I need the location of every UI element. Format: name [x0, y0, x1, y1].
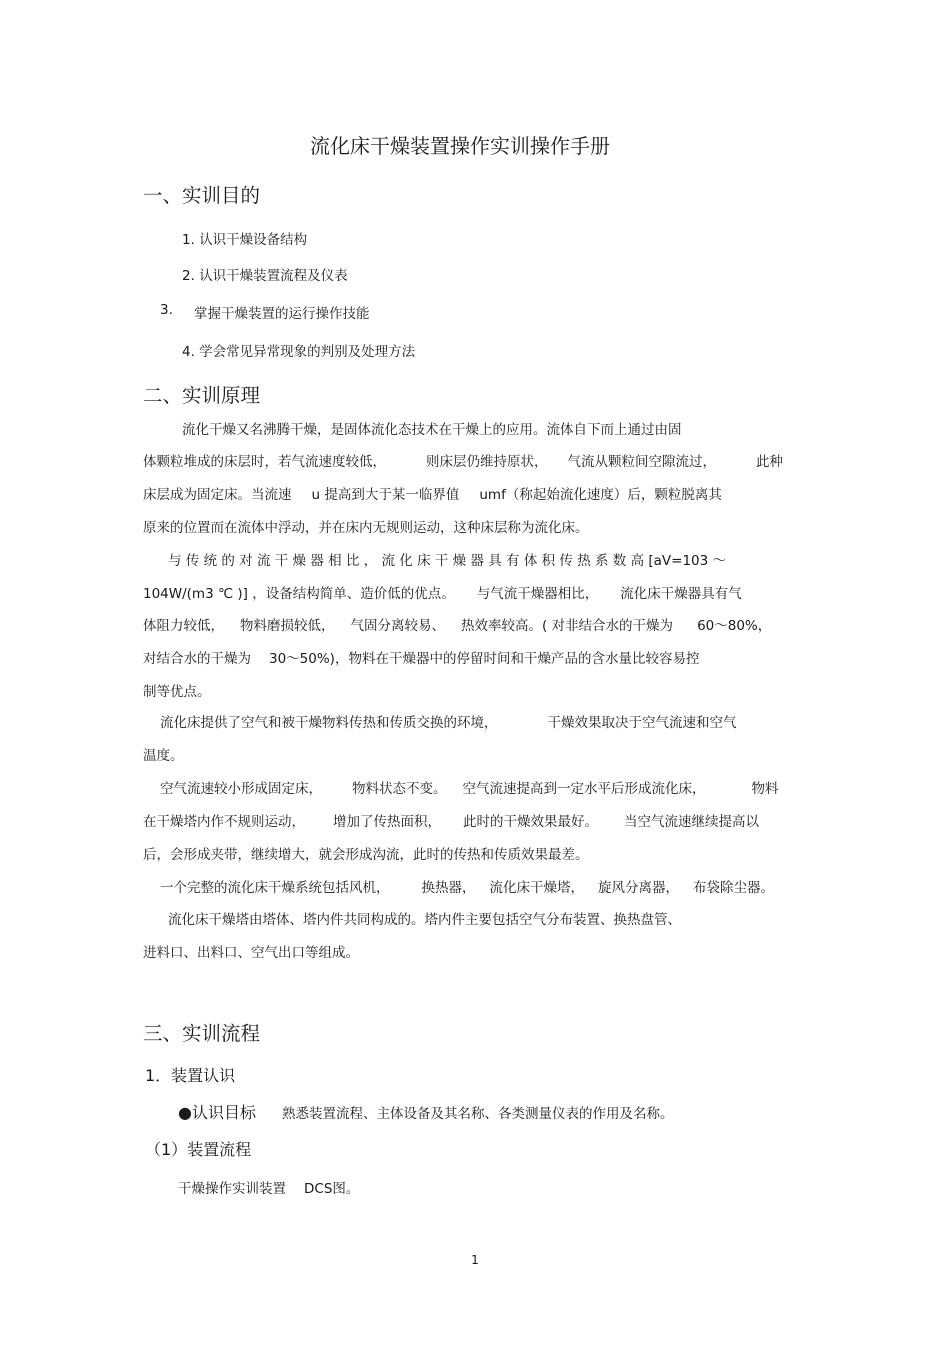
principle-line: 流化床提供了空气和被干燥物料传热和传质交换的环境， 干燥效果取决于空气流速和空气: [160, 715, 737, 731]
bullet-text: 熟悉装置流程、主体设备及其名称、各类测量仪表的作用及名称。: [281, 1106, 674, 1122]
objective-item-3: 掌握干燥装置的运行操作技能: [194, 306, 370, 322]
subsection-device-recognition: 1．装置认识: [145, 1066, 236, 1085]
page-number: 1: [471, 1253, 479, 1267]
principle-line: 床层成为固定床。当流速 u 提高到大于某一临界值 umf（称起始流化速度）后，颗粒脱离其: [143, 487, 722, 503]
principle-line: 制等优点。: [143, 684, 211, 700]
principle-line: 空气流速较小形成固定床， 物料状态不变。 空气流速提高到一定水平后形成流化床， 物料: [160, 781, 779, 797]
principle-line: 体颗粒堆成的床层时，若气流速度较低， 则床层仍维持原状， 气流从颗粒间空隙流过， 此种: [143, 454, 783, 470]
dcs-caption: 干燥操作实训装置 DCS图。: [178, 1181, 360, 1197]
principle-line: 体阻力较低， 物料磨损较低， 气固分离较易、 热效率较高。( 对非结合水的干燥为 60～80%，: [143, 618, 772, 634]
section-heading-principle: 二、实训原理: [143, 384, 261, 407]
principle-line: 对结合水的干燥为 30～50%)，物料在干燥器中的停留时间和干燥产品的含水量比较容易控: [143, 651, 700, 667]
objective-item-1: 1. 认识干燥设备结构: [182, 232, 308, 248]
section-heading-objectives: 一、实训目的: [143, 184, 261, 207]
principle-line: 104W/(m3 ℃ )] ，设备结构简单、造价低的优点。 与气流干燥器相比， 流化床干燥器具有气: [143, 586, 742, 602]
principle-line: 流化床干燥塔由塔体、塔内件共同构成的。塔内件主要包括空气分布装置、换热盘管、: [168, 912, 681, 928]
principle-line: 后，会形成夹带，继续增大，就会形成沟流，此时的传热和传质效果最差。: [143, 847, 589, 863]
recognition-goal: [178, 1100, 673, 1123]
principle-line: 温度。: [143, 748, 184, 764]
objective-item-3-number: 3.: [160, 302, 173, 318]
bullet-label: ●认识目标: [178, 1103, 256, 1122]
principle-line: 流化干燥又名沸腾干燥，是固体流化态技术在干燥上的应用。流体自下而上通过由固: [182, 422, 682, 438]
subsection-device-flow: （1）装置流程: [145, 1140, 252, 1159]
section-heading-process: 三、实训流程: [143, 1022, 261, 1045]
principle-line: 原来的位置而在流体中浮动，并在床内无规则运动，这种床层称为流化床。: [143, 520, 589, 536]
principle-line: 与 传 统 的 对 流 干 燥 器 相 比 ， 流 化 床 干 燥 器 具 有 体 积 传 热 系 数 高 [aV=103 ～: [168, 553, 727, 569]
principle-line: 在干燥塔内作不规则运动， 增加了传热面积， 此时的干燥效果最好。 当空气流速继续提高以: [143, 814, 759, 830]
page-title: 流化床干燥装置操作实训操作手册: [310, 134, 610, 158]
principle-line: 进料口、出料口、空气出口等组成。: [143, 945, 359, 961]
objective-item-4: 4. 学会常见异常现象的判别及处理方法: [182, 344, 416, 360]
principle-line: 一个完整的流化床干燥系统包括风机， 换热器， 流化床干燥塔， 旋风分离器， 布袋除尘器。: [160, 880, 774, 896]
objective-item-2: 2. 认识干燥装置流程及仪表: [182, 268, 348, 284]
